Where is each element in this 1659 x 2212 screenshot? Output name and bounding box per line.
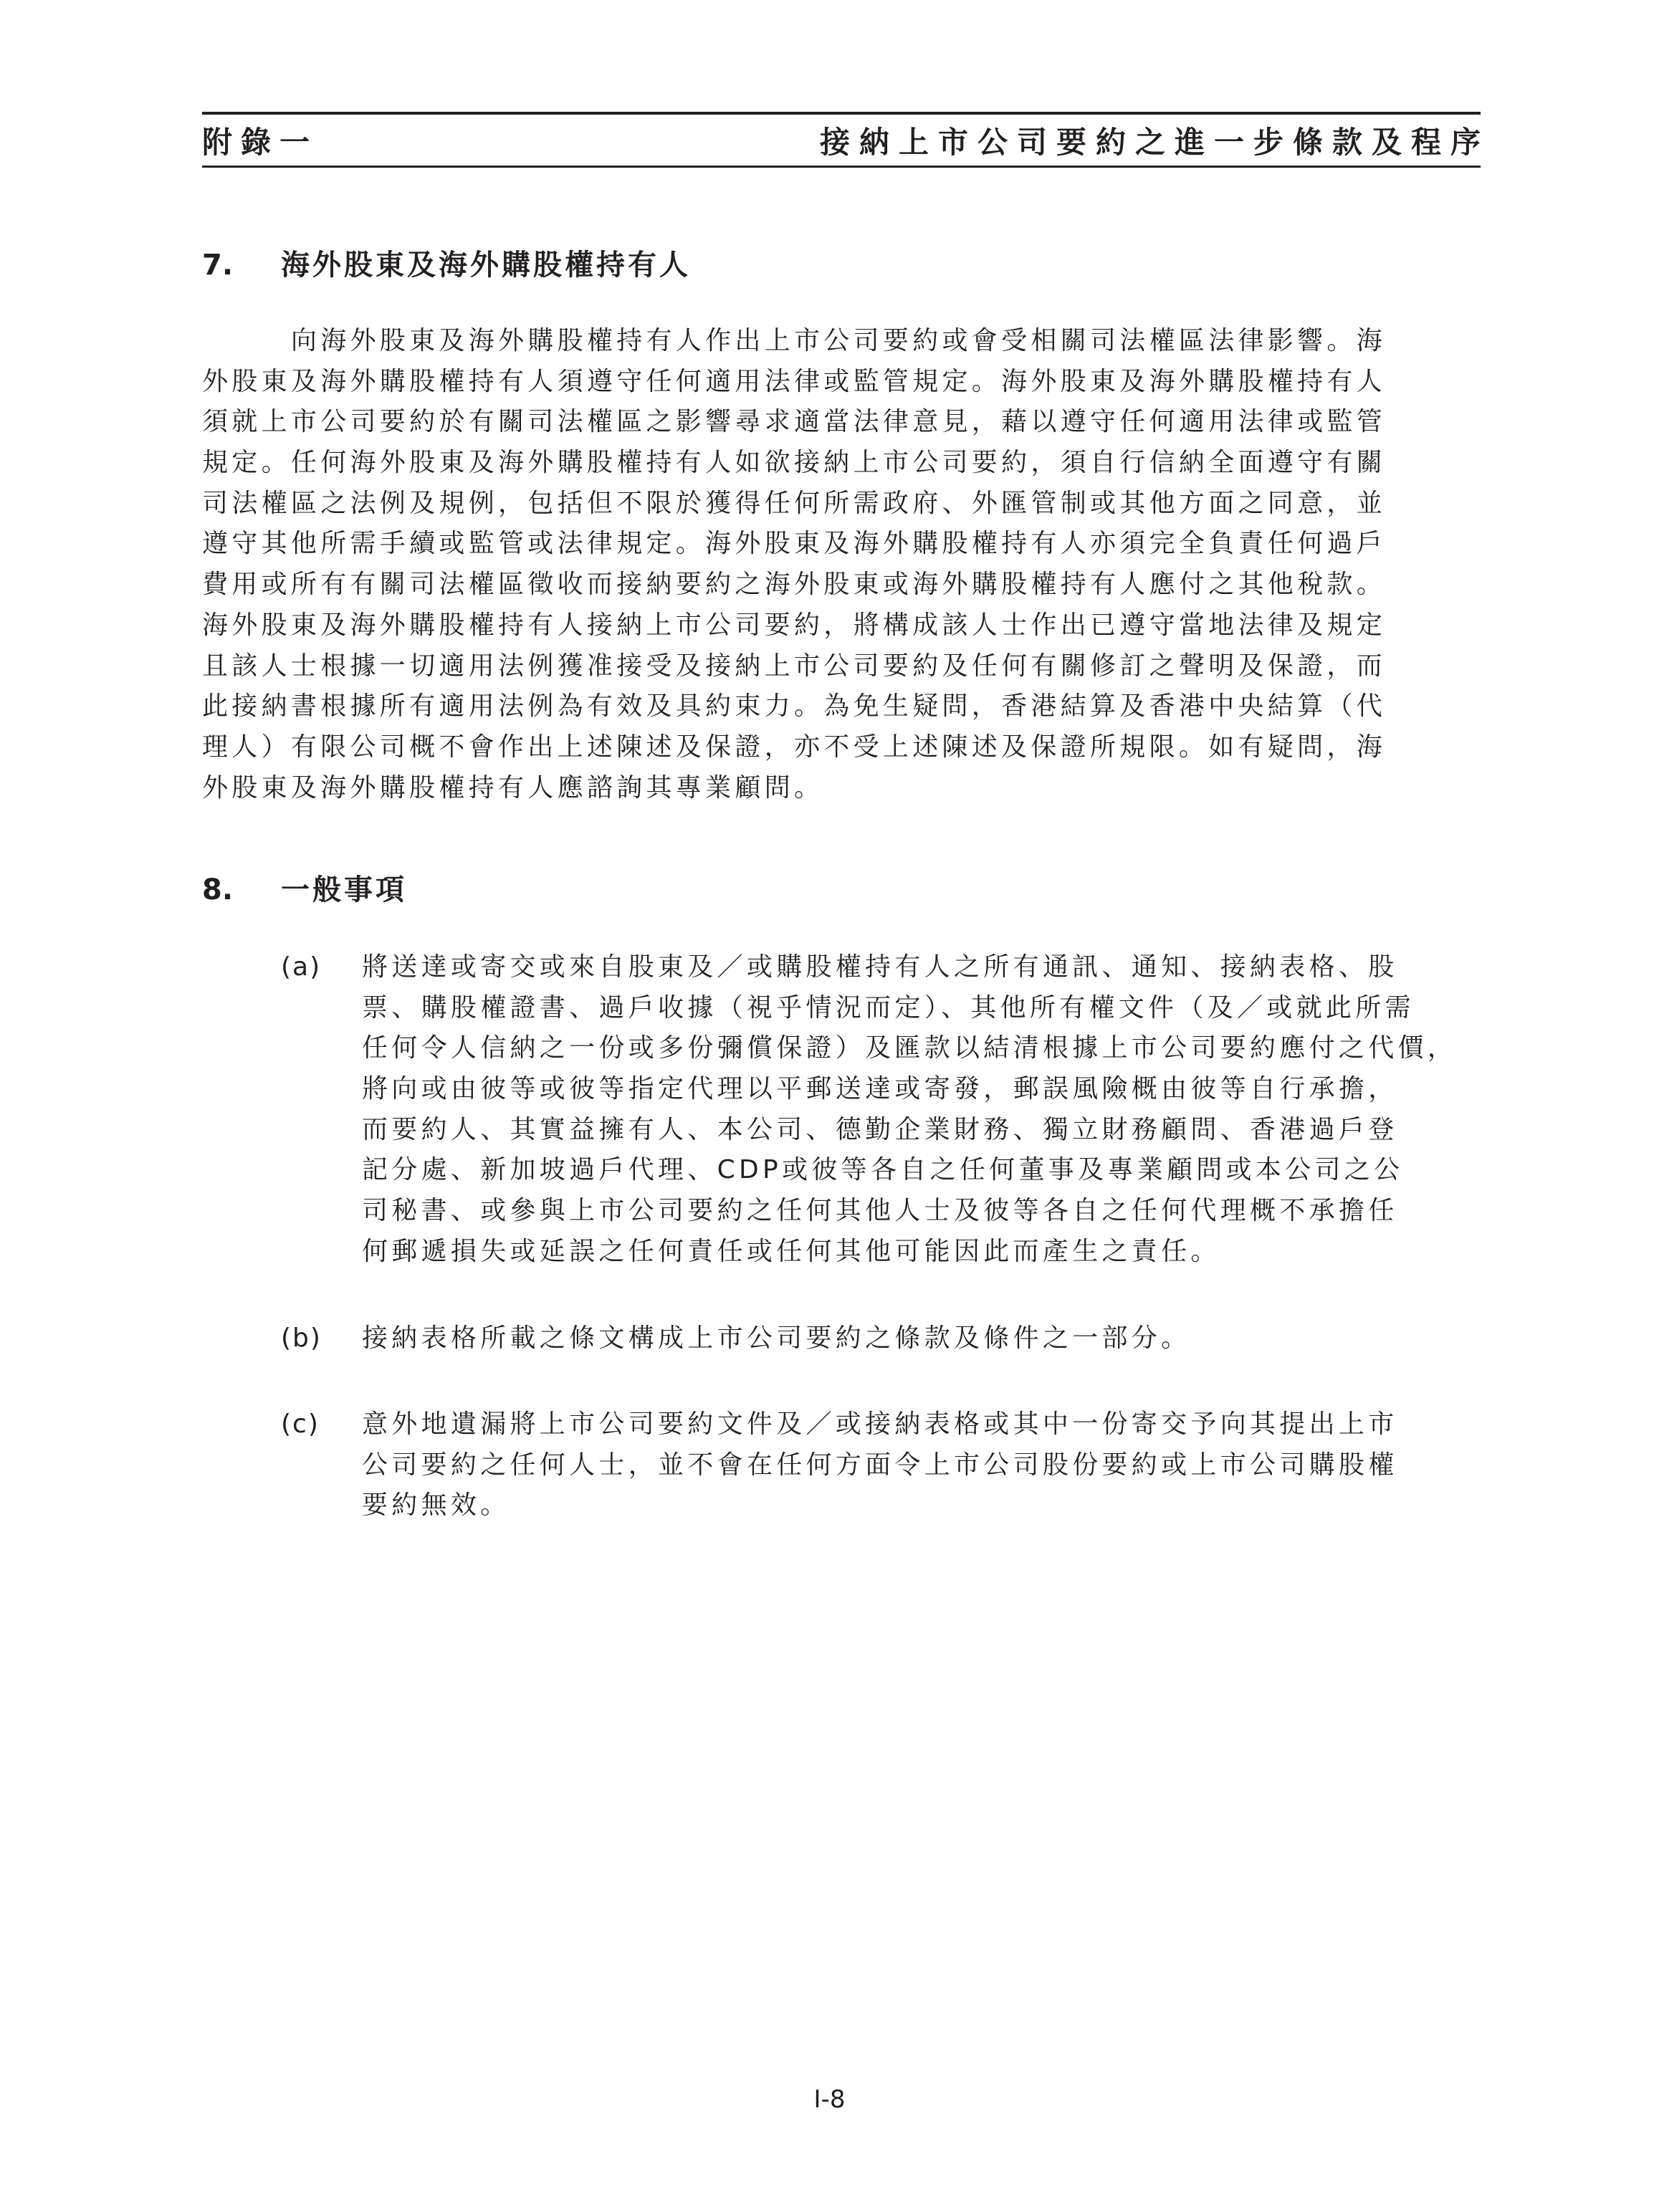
- page-header: [202, 112, 1490, 168]
- paragraph-line: 遵守其他所需手續或監管或法律規定。海外股東及海外購股權持有人亦須完全負責任何過戶: [202, 529, 1387, 559]
- paragraph-line: 此接納書根據所有適用法例為有效及具約束力。為免生疑問，香港結算及香港中央結算（代: [202, 691, 1387, 722]
- paragraph-line: 向海外股東及海外購股權持有人作出上市公司要約或會受相關司法權區法律影響。海: [202, 326, 1387, 355]
- section-number: 7.: [202, 249, 234, 282]
- item-line: 任何令人信納之一份或多份彌償保證）及匯款以結清根據上市公司要約應付之代價，: [362, 1033, 1458, 1063]
- item-line: 何郵遞損失或延誤之任何責任或任何其他可能因此而產生之責任。: [362, 1236, 1220, 1266]
- paragraph-line: 費用或所有有關司法權區徵收而接納要約之海外股東或海外購股權持有人應付之其他稅款。: [202, 570, 1387, 600]
- section-8-heading: [202, 867, 407, 908]
- appendix-label: 附錄一: [202, 124, 319, 160]
- item-line: 票、購股權證書、過戶收據（視乎情況而定）、其他所有權文件（及／或就此所需: [362, 992, 1415, 1023]
- item-line: 將送達或寄交或來自股東及／或購股權持有人之所有通訊、通知、接納表格、股: [362, 952, 1398, 982]
- item-line: 要約無效。: [362, 1490, 510, 1521]
- item-label: (b): [281, 1323, 322, 1353]
- page-number: I-8: [813, 2085, 846, 2114]
- section-number: 8.: [202, 873, 234, 906]
- paragraph-line: 司法權區之法例及規例，包括但不限於獲得任何所需政府、外匯管制或其他方面之同意，並: [202, 488, 1387, 518]
- appendix-title: 接納上市公司要約之進一步條款及程序: [819, 124, 1490, 160]
- paragraph-line: 規定。任何海外股東及海外購股權持有人如欲接納上市公司要約，須自行信納全面遵守有關: [202, 448, 1387, 478]
- item-label: (a): [281, 952, 322, 982]
- item-label: (c): [281, 1409, 320, 1439]
- item-body: [362, 947, 1481, 1273]
- paragraph-line: 須就上市公司要約於有關司法權區之影響尋求適當法律意見，藉以遵守任何適用法律或監管: [202, 407, 1387, 437]
- paragraph-line: 海外股東及海外購股權持有人接納上市公司要約，將構成該人士作出已遵守當地法律及規定: [202, 610, 1387, 640]
- item-line: 記分處、新加坡過戶代理、CDP或彼等各自之任何董事及專業顧問或本公司之公: [362, 1155, 1404, 1185]
- paragraph-line: 理人）有限公司概不會作出上述陳述及保證，亦不受上述陳述及保證所規限。如有疑問，海: [202, 732, 1387, 762]
- item-body: [362, 1404, 1481, 1526]
- section-title: 一般事項: [281, 873, 407, 906]
- item-line: 公司要約之任何人士，並不會在任何方面令上市公司股份要約或上市公司購股權: [362, 1450, 1398, 1480]
- paragraph-line: 且該人士根據一切適用法例獲准接受及接納上市公司要約及任何有關修訂之聲明及保證，而: [202, 651, 1387, 681]
- item-line: 將向或由彼等或彼等指定代理以平郵送達或寄發，郵誤風險概由彼等自行承擔，: [362, 1074, 1398, 1104]
- paragraph-line: 外股東及海外購股權持有人須遵守任何適用法律或監管規定。海外股東及海外購股權持有人: [202, 366, 1387, 396]
- item-line: 接納表格所載之條文構成上市公司要約之條款及條件之一部分。: [362, 1323, 1191, 1353]
- section-7-paragraph: [202, 321, 1481, 808]
- paragraph-line: 外股東及海外購股權持有人應諮詢其專業顧問。: [202, 772, 824, 803]
- item-line: 司秘書、或參與上市公司要約之任何其他人士及彼等各自之任何代理概不承擔任: [362, 1196, 1398, 1226]
- item-line: 而要約人、其實益擁有人、本公司、德勤企業財務、獨立財務顧問、香港過戶登: [362, 1114, 1398, 1144]
- section-title: 海外股東及海外購股權持有人: [281, 249, 691, 282]
- item-body: [362, 1318, 1481, 1359]
- section-7-heading: [202, 242, 691, 283]
- item-line: 意外地遺漏將上市公司要約文件及／或接納表格或其中一份寄交予向其提出上市: [362, 1409, 1398, 1439]
